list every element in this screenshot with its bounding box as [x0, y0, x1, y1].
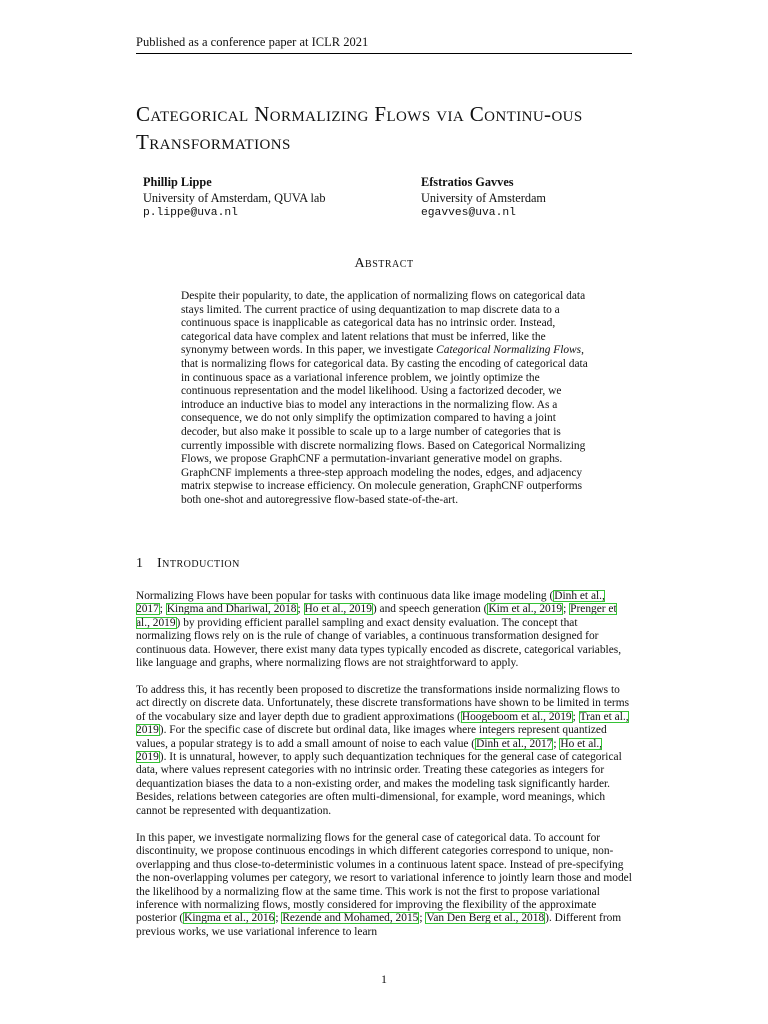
- abstract-body: [181, 290, 588, 508]
- author-block: [421, 175, 546, 222]
- citation-link[interactable]: Dinh et al., 2017: [476, 737, 553, 750]
- intro-paragraph-3: [136, 832, 633, 939]
- intro-paragraph-1: [136, 590, 633, 670]
- author-affiliation: University of Amsterdam, QUVA lab: [143, 190, 326, 205]
- author-email: egavves@uva.nl: [421, 207, 516, 219]
- citation-separator: ;: [553, 737, 560, 750]
- paragraph-text: ). For the specific case of discrete but ordinal data, like images where integers represent quantized values, a popular strategy is to add a small amount of noise to each value (: [136, 724, 607, 750]
- citation-link[interactable]: Ho et al., 2019: [136, 737, 603, 764]
- citation-link[interactable]: Tran et al., 2019: [136, 710, 629, 737]
- abstract-text: Despite their popularity, to date, the application of normalizing flows on categorical data stays limited. The current practice of using dequantization to map discrete data to a continuous space is inapplicable as categorical data has no intrinsic order. Instead, categorical data have complex and latent relations that must be inferred, like the synonymy between words. In this paper, we investigate: [181, 290, 586, 357]
- citation-link[interactable]: Hoogeboom et al., 2019: [461, 710, 572, 723]
- paragraph-text: ). It is unnatural, however, to apply such dequantization techniques for the general case of categorical data, where values represent categories with no intrinsic order. Treating these categories as integers for dequantization biases the data to a non-existing order, and makes the modeling task significantly harder. Besides, relations between categories are often multi-dimensional, for example, word meanings, which cannot be represented with dequantization.: [136, 751, 622, 817]
- citation-link[interactable]: Ho et al., 2019: [304, 603, 372, 616]
- author-affiliation: University of Amsterdam: [421, 190, 546, 205]
- abstract-text: , that is normalizing flows for categorical data. By casting the encoding of categorical data in continuous space as a variational inference problem, we jointly optimize the continuous representation and the model likelihood. Using a factorized decoder, we introduce an inductive bias to model any interactions in the normalizing flow. As a consequence, we do not only simplify the optimization compared to having a joint decoder, but also make it possible to scale up to a large number of categories that is currently impossible with discrete normalizing flows. Based on Categorical Normalizing Flows, we propose GraphCNF a permutation-invariant generative model on graphs. GraphCNF implements a three-step approach modeling the nodes, edges, and adjacency matrix stepwise to increase efficiency. On molecule generation, GraphCNF outperforms both one-shot and autoregressive flow-based state-of-the-art.: [181, 344, 588, 506]
- citation-separator: ;: [563, 603, 570, 616]
- citation-link[interactable]: Van Den Berg et al., 2018: [426, 912, 545, 925]
- citation-separator: ;: [159, 603, 166, 616]
- citation-link[interactable]: Dinh et al., 2017: [136, 590, 605, 616]
- paragraph-text: In this paper, we investigate normalizing flows for the general case of categorical data. To account for discontinuity, we propose continuous encodings in which different categories correspond to unique, non-overlapping and thus close-to-deterministic volumes in a continuous latent space. Instead of pre-specifying the non-overlapping volumes per category, we resort to variational inference to jointly learn those and model the likelihood by a normalizing flow at the same time. This work is not the first to propose variational inference with normalizing flows, mostly considered for improving the flexibility of the approximate posterior (: [136, 832, 632, 925]
- citation-link[interactable]: Rezende and Mohamed, 2015: [282, 912, 419, 925]
- citation-link[interactable]: Prenger et al., 2019: [136, 603, 617, 629]
- abstract-emphasis: Categorical Normalizing Flows: [436, 344, 582, 357]
- citation-separator: ;: [572, 710, 579, 723]
- author-email: p.lippe@uva.nl: [143, 207, 238, 219]
- citation-link[interactable]: Kingma et al., 2016: [184, 912, 275, 925]
- section-title: Introduction: [157, 556, 240, 571]
- citation-link[interactable]: Kingma and Dhariwal, 2018: [166, 603, 297, 616]
- section-heading: [136, 556, 240, 572]
- section-number: 1: [136, 556, 143, 571]
- paragraph-text: ) by providing efficient parallel sampling and exact density evaluation. The concept that normalizing flows rely on is the rule of change of variables, a continuous transformation designed for continuous data. However, there exist many data types typically encoded as discrete, categorical variables, like language and graphs, where normalizing flows are not straightforward to apply.: [136, 616, 622, 670]
- author-name: Phillip Lippe: [143, 175, 212, 189]
- intro-paragraph-2: [136, 684, 633, 818]
- paper-title: Categorical Normalizing Flows via Continu-ous Transformations: [136, 102, 583, 154]
- author-name: Efstratios Gavves: [421, 175, 514, 189]
- citation-link[interactable]: Kim et al., 2019: [488, 603, 563, 616]
- paragraph-text: ) and speech generation (: [372, 603, 488, 616]
- citation-separator: ;: [419, 912, 426, 925]
- paragraph-text: Normalizing Flows have been popular for tasks with continuous data like image modeling (: [136, 590, 554, 602]
- page-number: 1: [381, 972, 387, 986]
- citation-separator: ;: [275, 912, 282, 925]
- citation-separator: ;: [297, 603, 304, 616]
- running-header: Published as a conference paper at ICLR 2021: [136, 35, 632, 54]
- paragraph-text: ). Different from previous works, we use variational inference to learn: [136, 912, 622, 938]
- author-block: [143, 175, 326, 222]
- abstract-heading: Abstract: [354, 256, 414, 271]
- paragraph-text: To address this, it has recently been proposed to discretize the transformations inside normalizing flows to act directly on discrete data. Unfortunately, these discrete transformations have shown to be limited in terms of the vocabulary size and layer depth due to gradient approximations (: [136, 684, 630, 723]
